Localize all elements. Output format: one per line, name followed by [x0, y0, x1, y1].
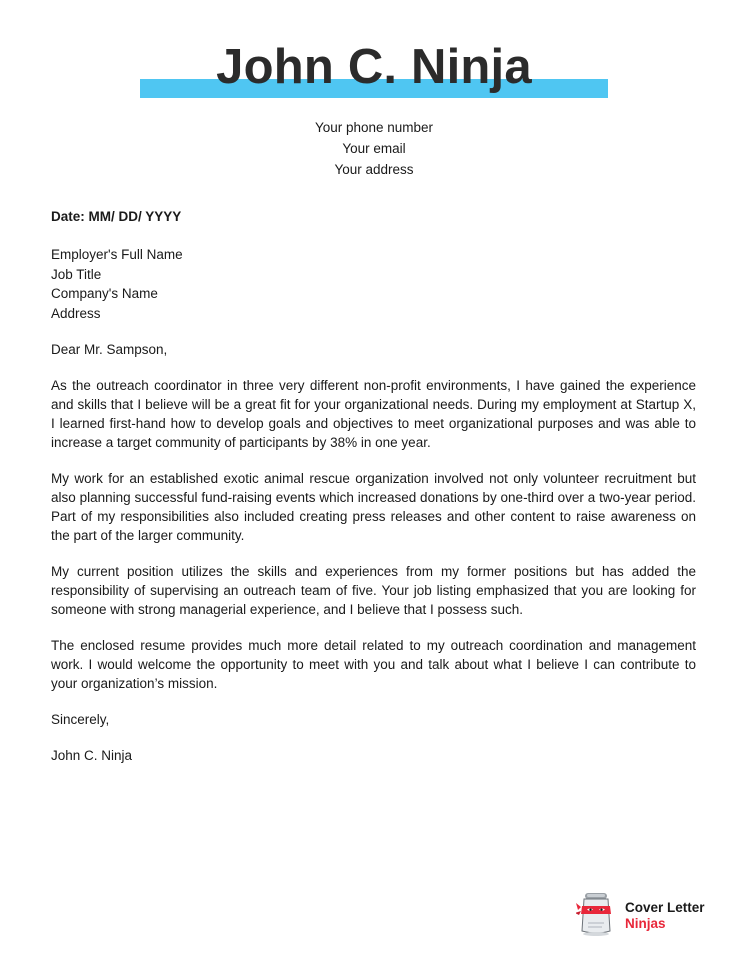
- letter-body: [51, 207, 696, 765]
- contact-block: [0, 117, 748, 180]
- contact-address: Your address: [334, 162, 414, 177]
- recipient-company: Company's Name: [51, 286, 158, 301]
- body-paragraph: My current position utilizes the skills and experiences from my former positions but has added the responsibility of supervising an outreach team of five. Your job listing emphasized that you are looking for someone with strong managerial experience, and I believe that I possess such.: [51, 564, 696, 617]
- contact-email: Your email: [342, 141, 406, 156]
- body-paragraph: My work for an established exotic animal rescue organization involved not only volunteer recruitment but also planning successful fund-raising events which increased donations by one-third over a two-year period. Part of my responsibilities also included creating press releases and other content to raise awareness on the part of the larger community.: [51, 471, 696, 543]
- recipient-name: Employer's Full Name: [51, 247, 183, 262]
- salutation: Dear Mr. Sampson,: [51, 342, 168, 357]
- brand-logo: [576, 891, 726, 937]
- applicant-name: John C. Ninja: [216, 40, 532, 94]
- body-paragraph: As the outreach coordinator in three very different non-profit environments, I have gained the experience and skills that I believe will be a great fit for your organizational needs. During my employment at Startup X, I learned first-hand how to develop goals and objectives to meet organizational purposes and was able to increase a target community of participants by 38% in one year.: [51, 378, 696, 450]
- brand-wordmark: [625, 900, 705, 932]
- brand-line2: Ninjas: [625, 916, 666, 931]
- recipient-title: Job Title: [51, 266, 102, 282]
- closing: Sincerely,: [51, 712, 110, 727]
- brand-line1: Cover Letter: [625, 900, 705, 915]
- recipient-block: [51, 245, 696, 323]
- recipient-address: Address: [51, 305, 101, 321]
- signature: John C. Ninja: [51, 748, 133, 763]
- ninja-mascot-icon: [576, 891, 618, 937]
- contact-phone: Your phone number: [314, 120, 434, 135]
- letter-date: Date: MM/ DD/ YYYY: [51, 209, 182, 224]
- body-paragraph: The enclosed resume provides much more detail related to my outreach coordination and management work. I would welcome the opportunity to meet with you and talk about what I believe I can contribute to your organization’s mission.: [51, 638, 696, 691]
